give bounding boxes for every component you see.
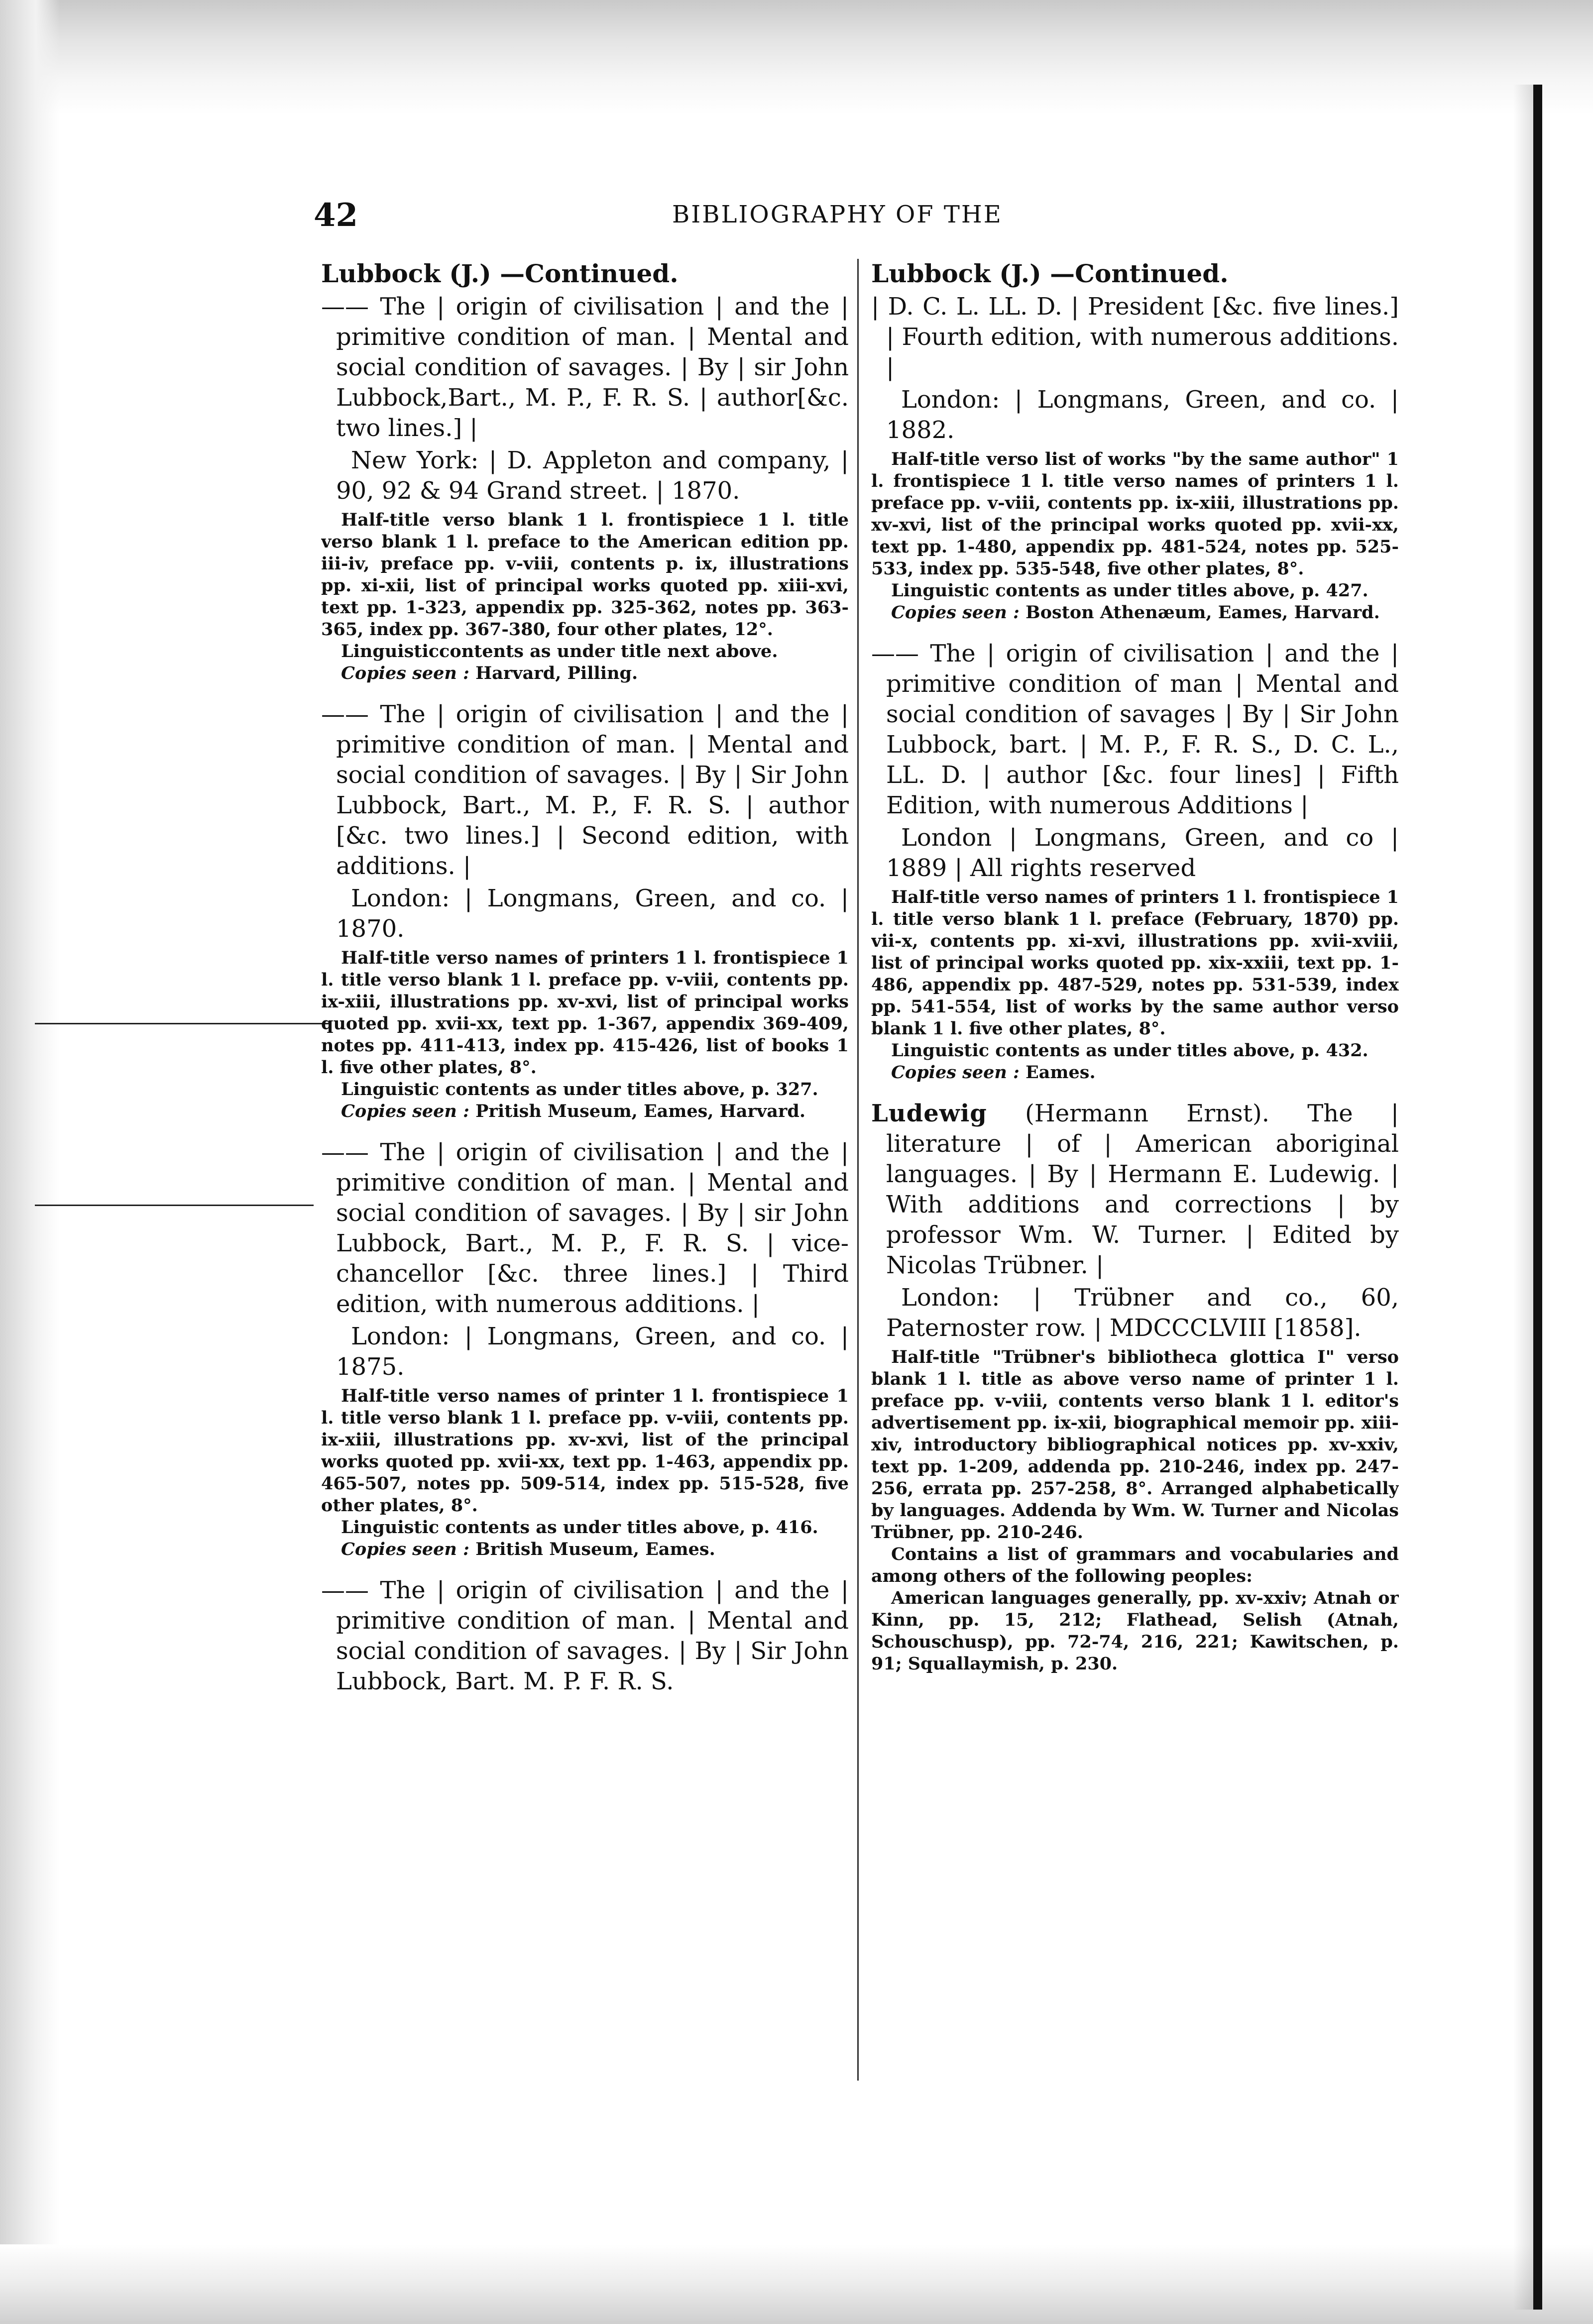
copies-value: Pritish Museum, Eames, Harvard. bbox=[475, 1101, 806, 1121]
entry-left-3 bbox=[321, 1137, 849, 1560]
entry-title: | D. C. L. LL. D. | President [&c. five lines.] | Fourth edition, with numerous additions. | bbox=[871, 293, 1399, 381]
entry-copies bbox=[321, 1539, 849, 1560]
entry-linguistic: Linguistic contents as under titles above, p. 432. bbox=[891, 1040, 1368, 1061]
margin-rule-1 bbox=[35, 1023, 329, 1024]
scan-bottom-shadow bbox=[0, 2244, 1593, 2324]
margin-rule-2 bbox=[35, 1205, 314, 1206]
entry-collation: Half-title verso blank 1 l. frontispiece 1 l. title verso blank 1 l. preface to the American edition pp. iii-iv, preface pp. v-viii, contents p. ix, illustrations pp. xi-xii, list of principal works quoted pp. xiii-xvi, text pp. 1-323, appendix pp. 325-362, notes pp. 363-365, index pp. 367-380, four other plates, 12°. bbox=[321, 510, 849, 640]
entry-title: —— The | origin of civilisation | and the | primitive condition of man. | Mental and social condition of savages. | By | sir John Lubbock,Bart., M. P., F. R. S. | author[&c. two lines.] | bbox=[321, 293, 849, 442]
scan-top-shadow bbox=[0, 0, 1593, 114]
entry-copies bbox=[871, 602, 1399, 624]
running-head: BIBLIOGRAPHY OF THE bbox=[672, 201, 1003, 228]
copies-label: Copies seen : bbox=[341, 663, 469, 683]
entry-title: —— The | origin of civilisation | and the | primitive condition of man. | Mental and social condition of savages. | By | Sir John Lubbock, Bart. M. P. F. R. S. bbox=[321, 1576, 849, 1695]
entry-imprint: London: | Longmans, Green, and co. | 1875. bbox=[336, 1323, 849, 1381]
page-edge-bar bbox=[1533, 85, 1542, 2310]
entry-peoples: American languages generally, pp. xv-xxiv; Atnah or Kinn, pp. 15, 212; Flathead, Selish (Atnah, Schouschusp), pp. 72-74, 216, 221; Kawitschen, p. 91; Squallaymish, p. 230. bbox=[871, 1588, 1399, 1674]
scan-left-shadow bbox=[0, 0, 60, 2324]
page-edge-shadow bbox=[1513, 85, 1533, 2310]
column-divider bbox=[857, 259, 859, 2081]
entry-right-2 bbox=[871, 639, 1399, 1084]
entry-title-text: (Hermann Ernst). The | literature | of | American aboriginal languages. | By | Hermann E. Ludewig. | With additions and corrections | by professor Wm. W. Turner. | Edited by Nicolas Trübner. | bbox=[886, 1100, 1399, 1279]
entry-title: —— The | origin of civilisation | and the | primitive condition of man. | Mental and social condition of savages. | By | sir John Lubbock, Bart., M. P., F. R. S. | vice-chancellor [&c. three lines.] | Third edition, with numerous additions. | bbox=[321, 1138, 849, 1318]
entry-title: —— The | origin of civilisation | and the | primitive condition of man | Mental and social condition of savages | By | Sir John Lubbock, bart. | M. P., F. R. S., D. C. L., LL. D. | author [&c. four lines] | Fifth Edition, with numerous Additions | bbox=[871, 640, 1399, 819]
right-column bbox=[871, 259, 1399, 2091]
entry-collation: Half-title verso names of printer 1 l. frontispiece 1 l. title verso blank 1 l. preface pp. v-viii, contents pp. ix-xiii, illustrations pp. xv-xvi, list of the principal works quoted pp. xvii-xx, text pp. 1-463, appendix pp. 465-507, notes pp. 509-514, index pp. 515-528, five other plates, 8°. bbox=[321, 1386, 849, 1516]
copies-label: Copies seen : bbox=[341, 1539, 469, 1559]
copies-label: Copies seen : bbox=[891, 602, 1020, 623]
entry-imprint: London: | Longmans, Green, and co. | 1882. bbox=[886, 386, 1399, 444]
copies-value: Harvard, Pilling. bbox=[475, 663, 638, 683]
entry-collation: Half-title "Trübner's bibliotheca glottica I" verso blank 1 l. title as above verso name of printer 1 l. preface pp. v-viii, contents verso blank 1 l. editor's advertisement pp. ix-xii, biographical memoir pp. xiii-xiv, introductory bibliographical notices pp. xv-xxiv, text pp. 1-209, addenda pp. 210-246, index pp. 247-256, errata pp. 257-258, 8°. Arranged alphabetically by languages. Addenda by Wm. W. Turner and Nicolas Trübner, pp. 210-246. bbox=[871, 1347, 1399, 1543]
left-column bbox=[321, 259, 849, 2091]
copies-value: Eames. bbox=[1025, 1062, 1096, 1083]
copies-label: Copies seen : bbox=[891, 1062, 1020, 1083]
entry-title: —— The | origin of civilisation | and the | primitive condition of man. | Mental and social condition of savages. | By | Sir John Lubbock, Bart., M. P., F. R. S. | author [&c. two lines.] | Second edition, with additions. | bbox=[321, 700, 849, 880]
entry-imprint: London | Longmans, Green, and co | 1889 | All rights reserved bbox=[886, 824, 1399, 882]
left-column-heading: Lubbock (J.) —Continued. bbox=[321, 259, 679, 288]
entry-collation: Half-title verso list of works "by the same author" 1 l. frontispiece 1 l. title verso names of printers 1 l. preface pp. v-viii, contents pp. ix-xiii, illustrations pp. xv-xvi, list of the principal works quoted pp. xvii-xx, text pp. 1-480, appendix pp. 481-524, notes pp. 525-533, index pp. 535-548, five other plates, 8°. bbox=[871, 449, 1399, 579]
entry-copies bbox=[871, 1062, 1399, 1084]
entry-linguistic: Linguistic contents as under titles above, p. 416. bbox=[341, 1517, 818, 1538]
entry-title bbox=[871, 1099, 1399, 1281]
copies-value: Boston Athenæum, Eames, Harvard. bbox=[1025, 602, 1380, 623]
entry-right-3 bbox=[871, 1099, 1399, 1675]
page-header bbox=[314, 197, 1060, 234]
entry-imprint: London: | Trübner and co., 60, Paternoster row. | MDCCCLVIII [1858]. bbox=[886, 1284, 1399, 1342]
right-column-heading: Lubbock (J.) —Continued. bbox=[871, 259, 1229, 288]
entry-imprint: London: | Longmans, Green, and co. | 1870. bbox=[336, 885, 849, 943]
entry-copies bbox=[321, 1101, 849, 1122]
entry-left-2 bbox=[321, 699, 849, 1122]
entry-linguistic: Linguistic contents as under titles above, p. 327. bbox=[341, 1079, 818, 1100]
copies-label: Copies seen : bbox=[341, 1101, 469, 1121]
entry-linguistic: Linguisticcontents as under title next above. bbox=[341, 641, 778, 662]
entry-author: Ludewig bbox=[871, 1100, 987, 1127]
entry-right-1 bbox=[871, 292, 1399, 624]
entry-copies bbox=[321, 663, 849, 684]
entry-contains: Contains a list of grammars and vocabularies and among others of the following peoples: bbox=[871, 1544, 1399, 1586]
entry-collation: Half-title verso names of printers 1 l. frontispiece 1 l. title verso blank 1 l. preface (February, 1870) pp. vii-x, contents pp. xi-xvi, illustrations pp. xvii-xviii, list of principal works quoted pp. xix-xxiii, text pp. 1-486, appendix pp. 487-529, notes pp. 531-539, index pp. 541-554, list of works by the same author verso blank 1 l. five other plates, 8°. bbox=[871, 887, 1399, 1039]
copies-value: British Museum, Eames. bbox=[475, 1539, 715, 1559]
entry-imprint: New York: | D. Appleton and company, | 90, 92 & 94 Grand street. | 1870. bbox=[336, 446, 849, 505]
entry-left-1 bbox=[321, 292, 849, 684]
entry-collation: Half-title verso names of printers 1 l. frontispiece 1 l. title verso blank 1 l. preface pp. v-viii, contents pp. ix-xiii, illustrations pp. xv-xvi, list of principal works quoted pp. xvii-xx, text pp. 1-367, appendix 369-409, notes pp. 411-413, index pp. 415-426, list of books 1 l. five other plates, 8°. bbox=[321, 948, 849, 1078]
entry-left-4 bbox=[321, 1575, 849, 1697]
entry-linguistic: Linguistic contents as under titles above, p. 427. bbox=[891, 580, 1368, 601]
page-number: 42 bbox=[314, 197, 358, 234]
